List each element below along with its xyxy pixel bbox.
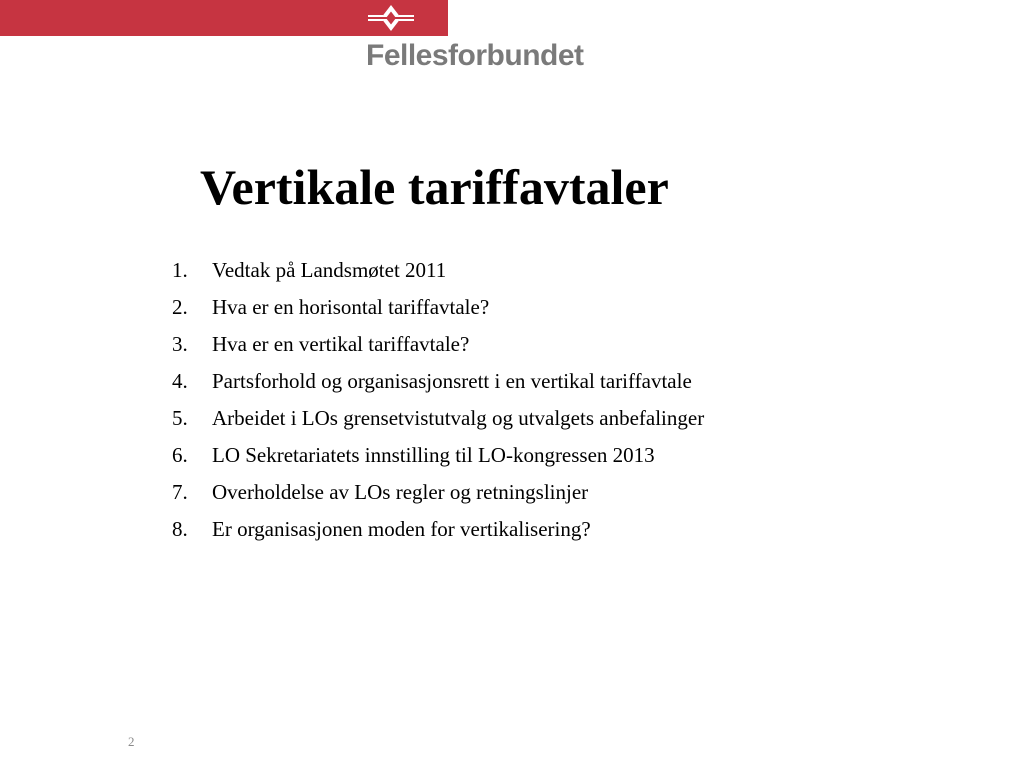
agenda-item-text: Er organisasjonen moden for vertikalisering?	[212, 517, 591, 541]
agenda-item-number: 3.	[172, 332, 188, 356]
agenda-item	[172, 252, 704, 289]
agenda-item-text: Overholdelse av LOs regler og retningslinjer	[212, 480, 589, 504]
brand-name: Fellesforbundet	[366, 39, 584, 72]
agenda-item	[172, 326, 704, 363]
page-number: 2	[128, 734, 135, 749]
agenda-item-number: 5.	[172, 406, 188, 430]
agenda-item	[172, 363, 704, 400]
agenda-item-number: 8.	[172, 517, 188, 541]
agenda-item-number: 2.	[172, 295, 188, 319]
agenda-list	[172, 252, 704, 548]
agenda-item	[172, 400, 704, 437]
agenda-item-text: Hva er en vertikal tariffavtale?	[212, 332, 470, 356]
agenda-item	[172, 474, 704, 511]
agenda-item	[172, 437, 704, 474]
agenda-item-text: Partsforhold og organisasjonsrett i en vertikal tariffavtale	[212, 369, 692, 393]
agenda-item-text: Vedtak på Landsmøtet 2011	[212, 258, 447, 282]
agenda-item	[172, 289, 704, 326]
agenda-item-number: 6.	[172, 443, 188, 467]
agenda-item	[172, 511, 704, 548]
agenda-item-number: 1.	[172, 258, 188, 282]
agenda-item-text: LO Sekretariatets innstilling til LO-kongressen 2013	[212, 443, 655, 467]
slide-title: Vertikale tariffavtaler	[200, 159, 669, 215]
agenda-item-text: Hva er en horisontal tariffavtale?	[212, 295, 490, 319]
agenda-item-text: Arbeidet i LOs grensetvistutvalg og utvalgets anbefalinger	[212, 406, 705, 430]
agenda-item-number: 7.	[172, 480, 188, 504]
fellesforbundet-logo-icon	[366, 2, 416, 34]
agenda-item-number: 4.	[172, 369, 188, 393]
